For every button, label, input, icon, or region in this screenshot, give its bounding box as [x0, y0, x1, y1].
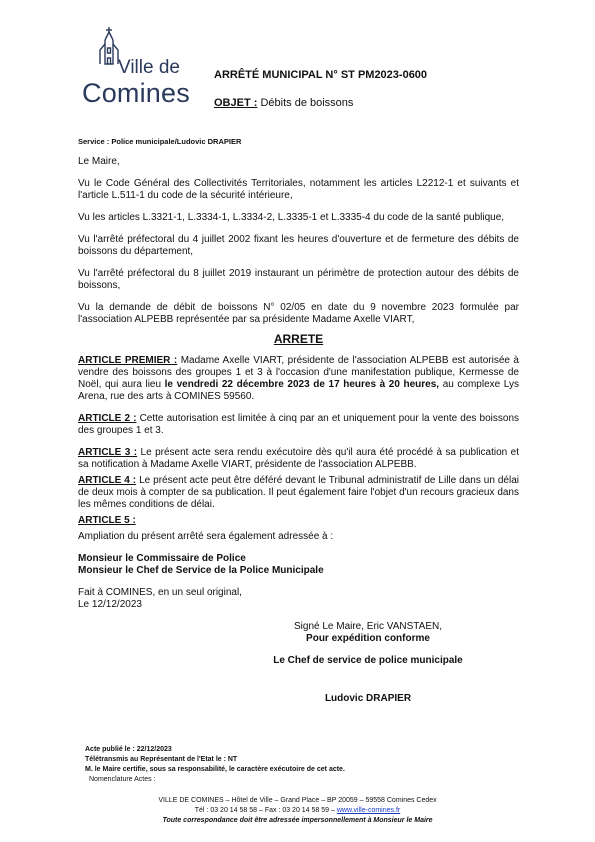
- service-line: Service : Police municipale/Ludovic DRAPIER: [78, 137, 242, 146]
- signature-signe: Signé Le Maire, Eric VANSTAEN,: [293, 621, 442, 632]
- vu-paragraph: Vu les articles L.3321-1, L.3334-1, L.3334-2, L.3335-1 et L.3335-4 du code de la santé publique,: [78, 212, 505, 223]
- article-3-text: Le présent acte sera rendu exécutoire dès qu'il aura été procédé à sa publication et sa notification à Madame Axelle VIART, présidente de l'association ALPEBB.: [78, 447, 520, 470]
- acte-publie: Acte publié le : 22/12/2023: [85, 746, 172, 753]
- article-1: [78, 355, 519, 403]
- contact-line: [0, 806, 595, 816]
- certification: M. le Maire certifie, sous sa responsabilité, le caractère exécutoire de cet acte.: [85, 766, 345, 773]
- vu-paragraph: Vu l'arrêté préfectoral du 8 juillet 2019 instaurant un périmètre de protection autour des débits de boissons,: [78, 268, 519, 291]
- signature-expedition: Pour expédition conforme: [306, 633, 430, 644]
- recipient: Monsieur le Commissaire de Police: [78, 553, 246, 564]
- ampliation-line: Ampliation du présent arrêté sera également adressée à :: [78, 531, 334, 542]
- phone-fax: Tél : 03 20 14 58 58 – Fax : 03 20 14 58 59 –: [194, 807, 337, 814]
- article-4-label: ARTICLE 4 :: [78, 475, 137, 486]
- article-1-text: Madame Axelle VIART, présidente de l'association ALPEBB est autorisée à vendre des boissons des groupes 1 et 3 à l'occasion d'une manifestation publique, Kermesse de Noël, qui aura lieu: [78, 355, 519, 390]
- article-5: [78, 515, 519, 527]
- vu-paragraph: Vu le Code Général des Collectivités Territoriales, notamment les articles L2212-1 et suivants et l'article L.511-1 du code de la sécurité intérieure,: [78, 178, 519, 201]
- article-3-label: ARTICLE 3 :: [78, 447, 138, 458]
- article-1-end: au complexe Lys Arena, rue des arts à COMINES 59560.: [78, 379, 519, 402]
- fait-line: Fait à COMINES, en un seul original,: [78, 587, 242, 598]
- logo-line-ville: Ville de: [118, 57, 180, 78]
- subject-text: Débits de boissons: [257, 97, 354, 109]
- correspondence-note: Toute correspondance doit être adressée impersonnellement à Monsieur le Maire: [162, 817, 433, 824]
- decree-title: ARRÊTÉ MUNICIPAL N° ST PM2023-0600: [214, 69, 428, 81]
- article-2-text: Cette autorisation est limitée à cinq par an et uniquement pour la vente des boissons des groupes 1 et 3.: [78, 413, 520, 436]
- website-link[interactable]: www.ville-comines.fr: [336, 807, 401, 814]
- comines-logo: [74, 26, 204, 112]
- article-2: [78, 413, 519, 437]
- arrete-heading: ARRETE: [273, 332, 324, 346]
- recipient: Monsieur le Chef de Service de la Police Municipale: [78, 565, 324, 576]
- article-1-date: le vendredi 22 décembre 2023 de 17 heures à 20 heures,: [164, 379, 440, 390]
- publication-footer: [85, 745, 345, 785]
- article-5-label: ARTICLE 5 :: [78, 515, 136, 526]
- decree-body: [78, 136, 519, 705]
- vu-paragraph: Vu la demande de débit de boissons N° 02/05 en date du 9 novembre 2023 formulée par l'association ALPEBB représentée par sa présidente Madame Axelle VIART,: [78, 302, 519, 325]
- logo-line-comines: Comines: [82, 78, 190, 108]
- article-3: [78, 447, 519, 471]
- date-line: Le 12/12/2023: [78, 599, 142, 610]
- teletransmis: Télétransmis au Représentant de l'Etat le : NT: [85, 756, 238, 763]
- decree-subject: [214, 97, 353, 109]
- article-4-text: Le présent acte peut être déféré devant le Tribunal administratif de Lille dans un délai de deux mois à compter de sa publication. Il peut également faire l'objet d'un recours gracieux dans les mêmes conditions de délai.: [78, 475, 519, 510]
- nomenclature: Nomenclature Actes :: [89, 776, 156, 783]
- article-4: [78, 475, 519, 511]
- address-footer: [0, 796, 595, 826]
- article-2-label: ARTICLE 2 :: [78, 413, 137, 424]
- vu-paragraph: Vu l'arrêté préfectoral du 4 juillet 2002 fixant les heures d'ouverture et de fermeture des débits de boissons du département,: [78, 234, 519, 257]
- article-1-label: ARTICLE PREMIER :: [78, 355, 178, 366]
- address-line: VILLE DE COMINES – Hôtel de Ville – Grand Place – BP 20059 – 59558 Comines Cedex: [158, 797, 437, 804]
- signature-chef: Le Chef de service de police municipale: [273, 655, 463, 666]
- subject-label: OBJET :: [214, 97, 258, 109]
- signature-name: Ludovic DRAPIER: [324, 693, 412, 704]
- intro-line: Le Maire,: [78, 156, 120, 167]
